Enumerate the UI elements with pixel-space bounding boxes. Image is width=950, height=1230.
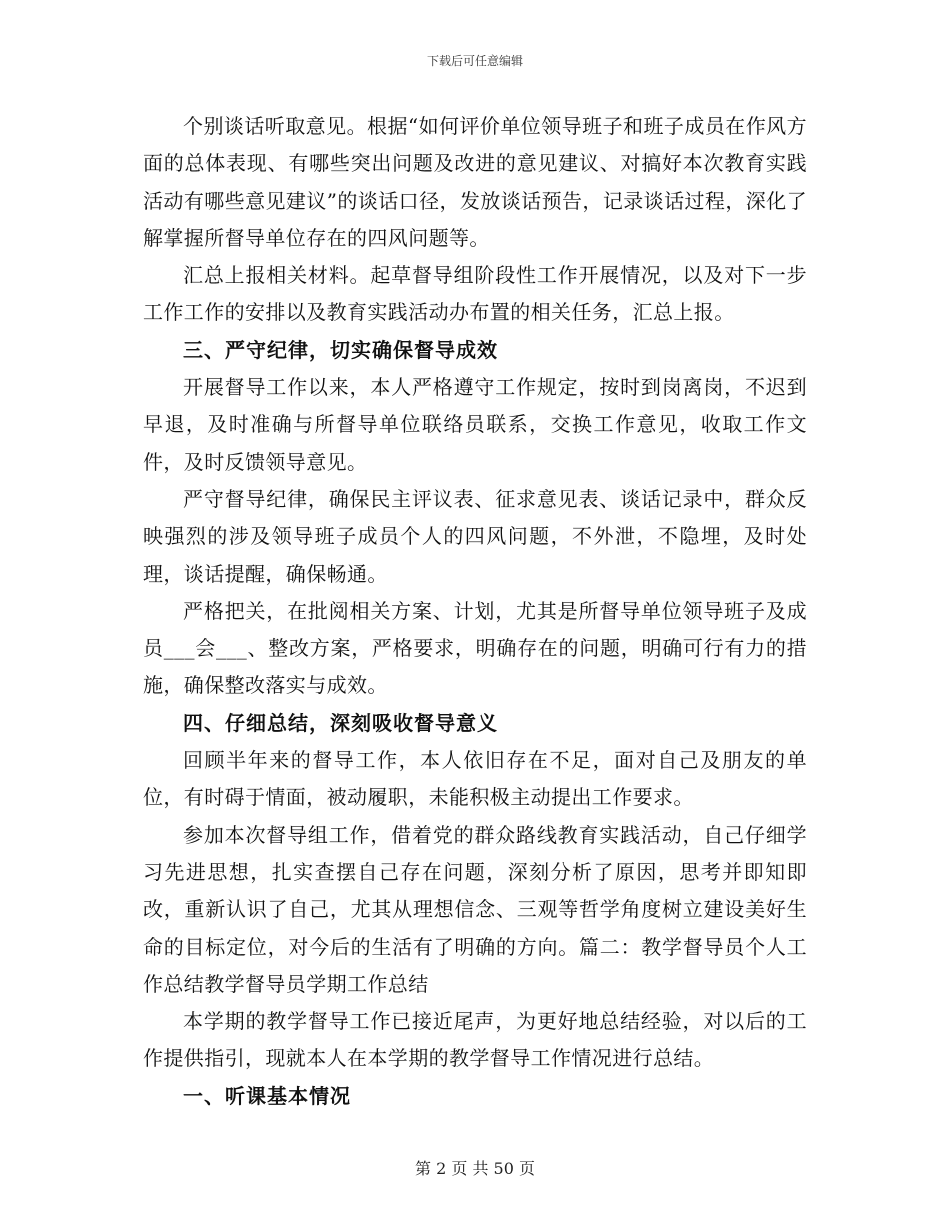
paragraph-1: 个别谈话听取意见。根据“如何评价单位领导班子和班子成员在作风方面的总体表现、有哪些突出问题及改进的意见建议、对搞好本次教育实践活动有哪些意见建议”的谈话口径，发放谈话预告，记录谈话过程，深化了解掌握所督导单位存在的四风问题等。: [143, 114, 807, 250]
paragraph-2: 汇总上报相关材料。起草督导组阶段性工作开展情况，以及对下一步工作工作的安排以及教育实践活动办布置的相关任务，汇总上报。: [143, 263, 807, 325]
section-heading-3: 三、严守纪律，切实确保督导成效: [183, 337, 498, 362]
paragraph-9: 参加本次督导组工作，借着党的群众路线教育实践活动，自己仔细学习先进思想，扎实查摆自己存在问题，深刻分析了原因，思考并即知即改，重新认识了自己，尤其从理想信念、三观等哲学角度树立建设美好生命的目标定位，对今后的生活有了明确的方向。篇二：教学督导员个人工作总结教学督导员学期工作总结: [143, 822, 807, 996]
paragraph-10: 本学期的教学督导工作已接近尾声，为更好地总结经验，对以后的工作提供指引，现就本人在本学期的教学督导工作情况进行总结。: [143, 1009, 807, 1071]
paragraph-4: 开展督导工作以来，本人严格遵守工作规定，按时到岗离岗，不迟到早退，及时准确与所督导单位联络员联系，交换工作意见，收取工作文件，及时反馈领导意见。: [143, 375, 807, 474]
paragraph-6: 严格把关，在批阅相关方案、计划，尤其是所督导单位领导班子及成员___会___、整改方案，严格要求，明确存在的问题，明确可行有力的措施，确保整改落实与成效。: [143, 598, 807, 698]
section-heading-1: 一、听课基本情况: [183, 1083, 351, 1108]
page-number-footer: 第 2 页 共 50 页: [415, 1159, 535, 1178]
document-body: [143, 108, 807, 1115]
page-header: 下载后可任意编辑: [426, 54, 523, 68]
paragraph-5: 严守督导纪律，确保民主评议表、征求意见表、谈话记录中，群众反映强烈的涉及领导班子成员个人的四风问题，不外泄，不隐埋，及时处理，谈话提醒，确保畅通。: [143, 486, 807, 586]
paragraph-8: 回顾半年来的督导工作，本人依旧存在不足，面对自己及朋友的单位，有时碍于情面，被动履职，未能积极主动提出工作要求。: [143, 748, 807, 810]
section-heading-4: 四、仔细总结，深刻吸收督导意义: [183, 710, 498, 735]
